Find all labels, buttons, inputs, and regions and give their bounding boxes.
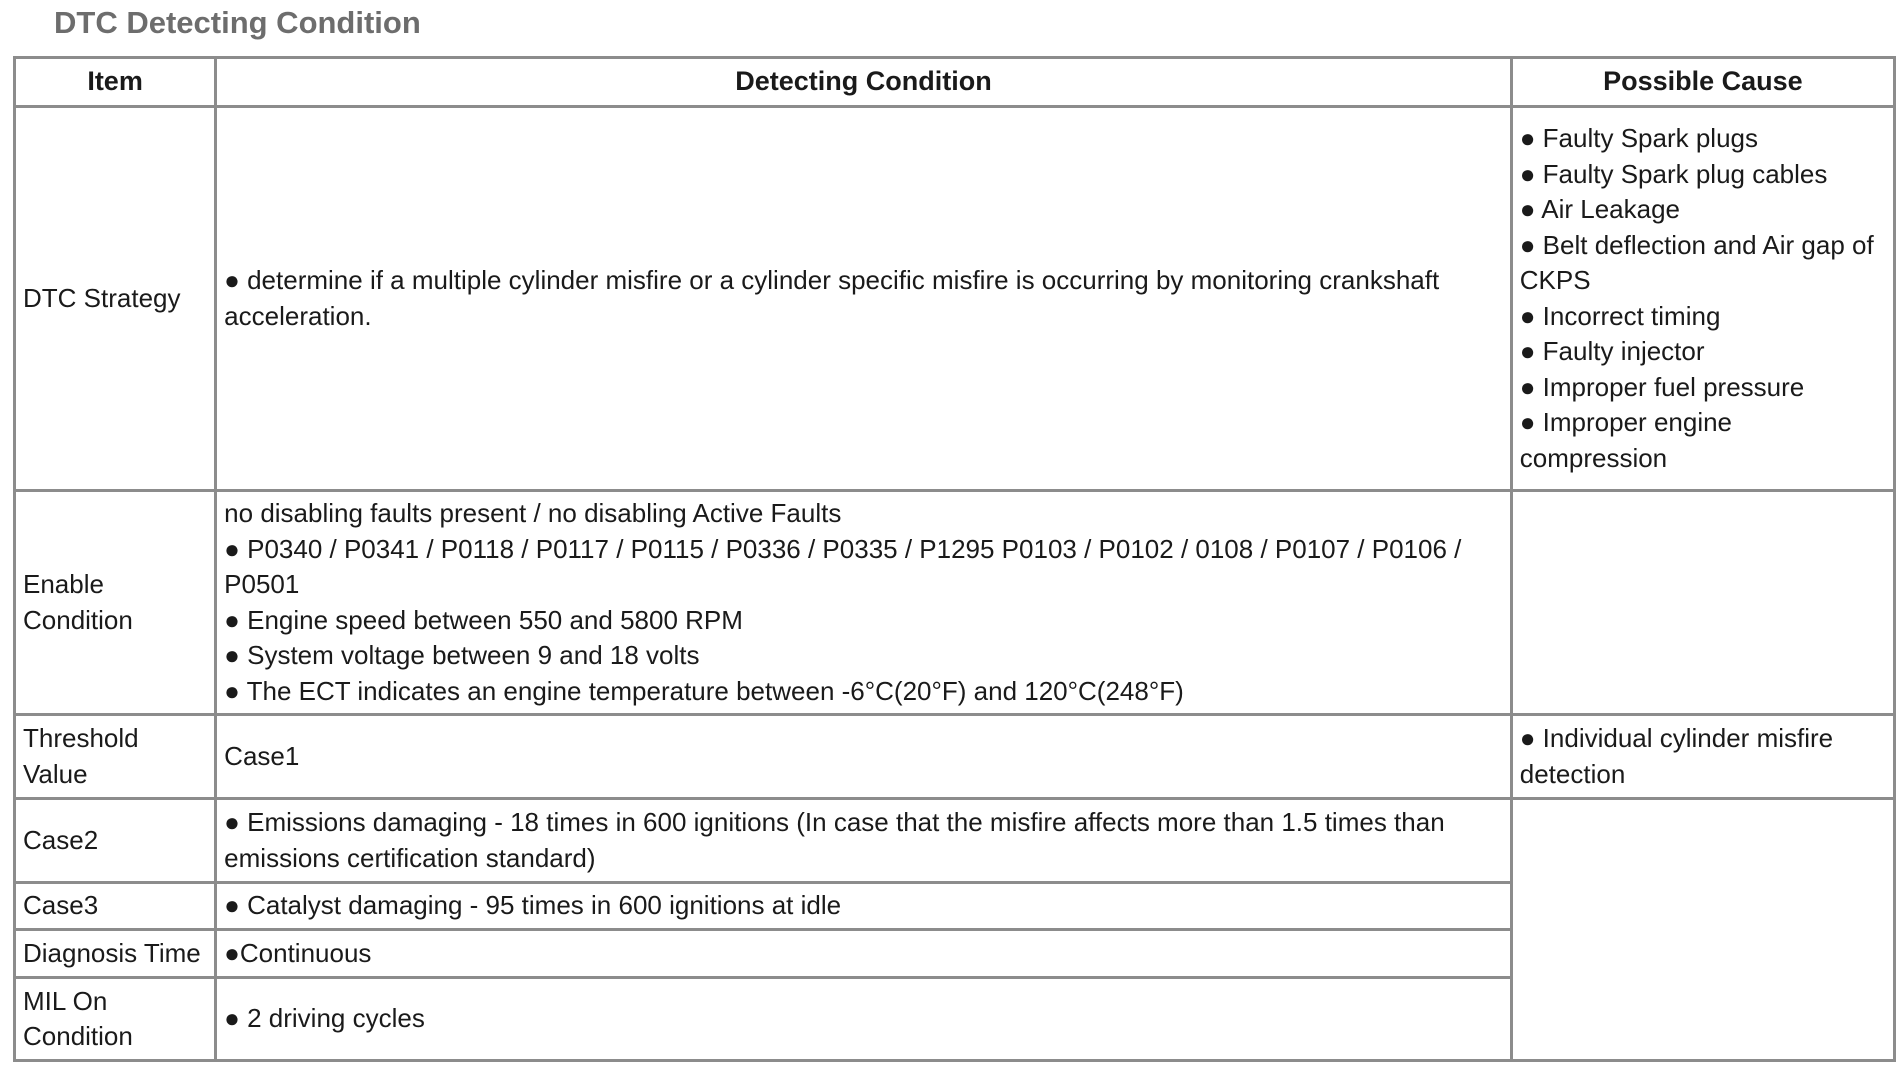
- condition-line: ●Continuous: [224, 937, 372, 968]
- cause-line: ● Individual cylinder misfire detection: [1519, 723, 1834, 789]
- condition-line: Case1: [224, 740, 300, 771]
- cause-line: ● Faulty Spark plug cables: [1519, 158, 1828, 189]
- condition-line: ● Emissions damaging - 18 times in 600 ignitions (In case that the misfire affects more than 1.5 times than emissions certification standard): [224, 807, 1445, 873]
- cause-line: ● Improper fuel pressure: [1519, 371, 1805, 402]
- table-header-row: [15, 58, 1895, 107]
- condition-line: ● determine if a multiple cylinder misfire or a cylinder specific misfire is occurring by monitoring crankshaft acceleration.: [224, 265, 1440, 331]
- condition-cell: [216, 883, 1512, 930]
- condition-cell: [216, 491, 1512, 715]
- condition-line: ● 2 driving cycles: [224, 1003, 425, 1034]
- condition-line: ● Engine speed between 550 and 5800 RPM: [224, 604, 743, 635]
- condition-cell: [216, 715, 1512, 799]
- item-cell: MIL On Condition: [15, 978, 216, 1061]
- condition-line: no disabling faults present / no disabling Active Faults: [224, 498, 842, 528]
- column-header-detecting-condition: Detecting Condition: [216, 58, 1512, 107]
- item-cell: Threshold Value: [15, 715, 216, 799]
- cause-cell: [1511, 107, 1894, 491]
- cause-line: ● Improper engine compression: [1519, 407, 1733, 473]
- condition-line: ● The ECT indicates an engine temperature between -6°C(20°F) and 120°C(248°F): [224, 675, 1184, 706]
- row-dtc-strategy: [15, 107, 1895, 491]
- item-cell: Case2: [15, 799, 216, 883]
- row-threshold-value: [15, 715, 1895, 799]
- condition-cell: [216, 930, 1512, 978]
- cause-line: ● Belt deflection and Air gap of CKPS: [1519, 229, 1874, 295]
- item-cell: Diagnosis Time: [15, 930, 216, 978]
- condition-cell: [216, 799, 1512, 883]
- condition-cell: [216, 107, 1512, 491]
- cause-line: ● Faulty injector: [1519, 336, 1705, 366]
- cause-line: ● Air Leakage: [1519, 194, 1681, 224]
- row-enable-condition: [15, 491, 1895, 715]
- column-header-possible-cause: Possible Cause: [1511, 58, 1894, 107]
- page-title: DTC Detecting Condition: [54, 5, 421, 40]
- item-cell: Enable Condition: [15, 491, 216, 715]
- cause-cell-empty: [1511, 491, 1894, 715]
- item-cell: Case3: [15, 883, 216, 930]
- dtc-condition-table: [13, 56, 1896, 1062]
- row-case2: [15, 799, 1895, 883]
- cause-line: ● Faulty Spark plugs: [1519, 123, 1759, 153]
- condition-line: ● System voltage between 9 and 18 volts: [224, 640, 700, 670]
- column-header-item: Item: [15, 58, 216, 107]
- condition-cell: [216, 978, 1512, 1061]
- condition-line: ● Catalyst damaging - 95 times in 600 ignitions at idle: [224, 890, 842, 921]
- cause-cell-empty: [1511, 799, 1894, 1061]
- item-cell: DTC Strategy: [15, 107, 216, 491]
- condition-line: ● P0340 / P0341 / P0118 / P0117 / P0115 / P0336 / P0335 / P1295 P0103 / P0102 / 0108 / P0107 / P0106 / P0501: [224, 533, 1462, 599]
- cause-cell: [1511, 715, 1894, 799]
- cause-line: ● Incorrect timing: [1519, 300, 1721, 331]
